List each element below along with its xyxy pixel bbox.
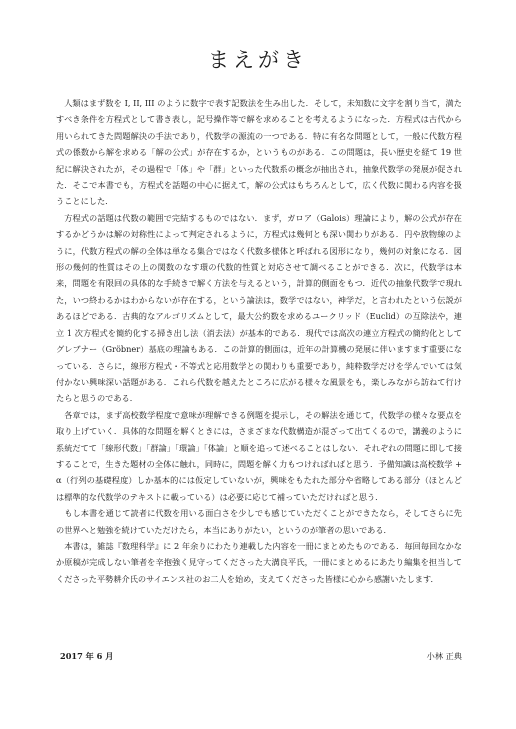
signature-author: 小林 正典 xyxy=(426,651,462,661)
signature-block xyxy=(60,650,462,662)
paragraph: もし本書を通じて読者に代数を用いる面白さを少しでも感じていただくことができたなら，そしてさらに先の世界へと勉強を続けていただけたら，本当にありがたい，というのが筆者の思いである． xyxy=(56,508,462,535)
paragraph: 各章では，まず高校数学程度で意味が理解できる例題を提示し，その解法を通じて，代数学の様々な要点を取り上げていく．具体的な問題を解くときには，さまざまな代数構造が混ざって出てくるので，講義のように系統だてて「線形代数」「群論」「環論」「体論」と順を追って述べることはしない．それぞれの問題に即して接することで，生きた題材の全体に触れ，同時に，問題を解く力もつければればと思う．予備知識は高校数学 + α（行列の基礎程度）しか基本的には仮定していないが，興味をもたれた部分や省略してある部分（ほとんどは標準的な代数学のテキストに載っている）は必要に応じて補っていただければと思う． xyxy=(56,409,462,502)
preface-body xyxy=(56,95,462,587)
paragraph: 本書は，雑誌『数理科学』に 2 年余りにわたり連載した内容を一冊にまとめたものである．毎回毎回なかなか原稿が完成しない筆者を辛抱強く見守ってくださった大溝良平氏，一冊にまとめるにあたり編集を担当してくださった平勢耕介氏のサイエンス社のお二人を始め，支えてくださった皆様に心から感謝いたします． xyxy=(56,540,462,584)
signature-date: 2017 年 6 月 xyxy=(60,651,114,661)
paragraph: 人類はまず数を I, II, III のように数字で表す記数法を生み出した．そして，未知数に文字を割り当て，満たすべき条件を方程式として書き表し，記号操作等で解を求めることを考えるようになった．方程式は古代から用いられてきた問題解決の手法であり，代数学の源流の一つである．特に有名な問題として，一般に代数方程式の係数から解を求める「解の公式」が存在するか，というものがある．この問題は，長い歴史を経て 19 世紀に解決されたが，その過程で「体」や「群」といった代数系の概念が抽出され，抽象代数学の発展が促された．そこで本書でも，方程式を話題の中心に据えて，解の公式はもちろんとして，広く代数に関わる内容を扱うことにした． xyxy=(56,98,462,207)
paragraph: 方程式の話題は代数の範囲で完結するものではない．まず，ガロア（Galois）理論により，解の公式が存在するかどうかは解の対称性によって判定されるように，方程式は幾何とも深い関わりがある．円や放物線のように，代数方程式の解の全体は単なる集合ではなく代数多様体と呼ばれる図形になり，幾何の対象になる．図形の幾何的性質はその上の関数のなす環の代数的性質と対応させて調べることができる．次に，代数学は本来，問題を有限回の具体的な手続きで解く方法を与えるという，計算的側面をもつ．近代の抽象代数学で現れた，いつ終わるかはわからないが存在する，という論法は，数学ではない，神学だ，と言われたという伝説があるほどである．古典的なアルゴリズムとして，最大公約数を求めるユークリッド（Euclid）の互除法や，連立 1 次方程式を簡約化する掃き出し法（消去法）が基本的である．現代では高次の連立方程式の簡約化としてグレブナー（Gröbner）基底の理論もある．この計算的側面は，近年の計算機の発展に伴いますます重要になっている．さらに，線形方程式・不等式と応用数学との関わりも重要であり，純粋数学だけを学んでいては気付かない興味深い話題がある．これら代数を越えたところに広がる様々な風景をも，楽しみながら訪ねて行けたらと思うのである． xyxy=(56,212,462,404)
page-title: まえがき xyxy=(208,48,308,72)
